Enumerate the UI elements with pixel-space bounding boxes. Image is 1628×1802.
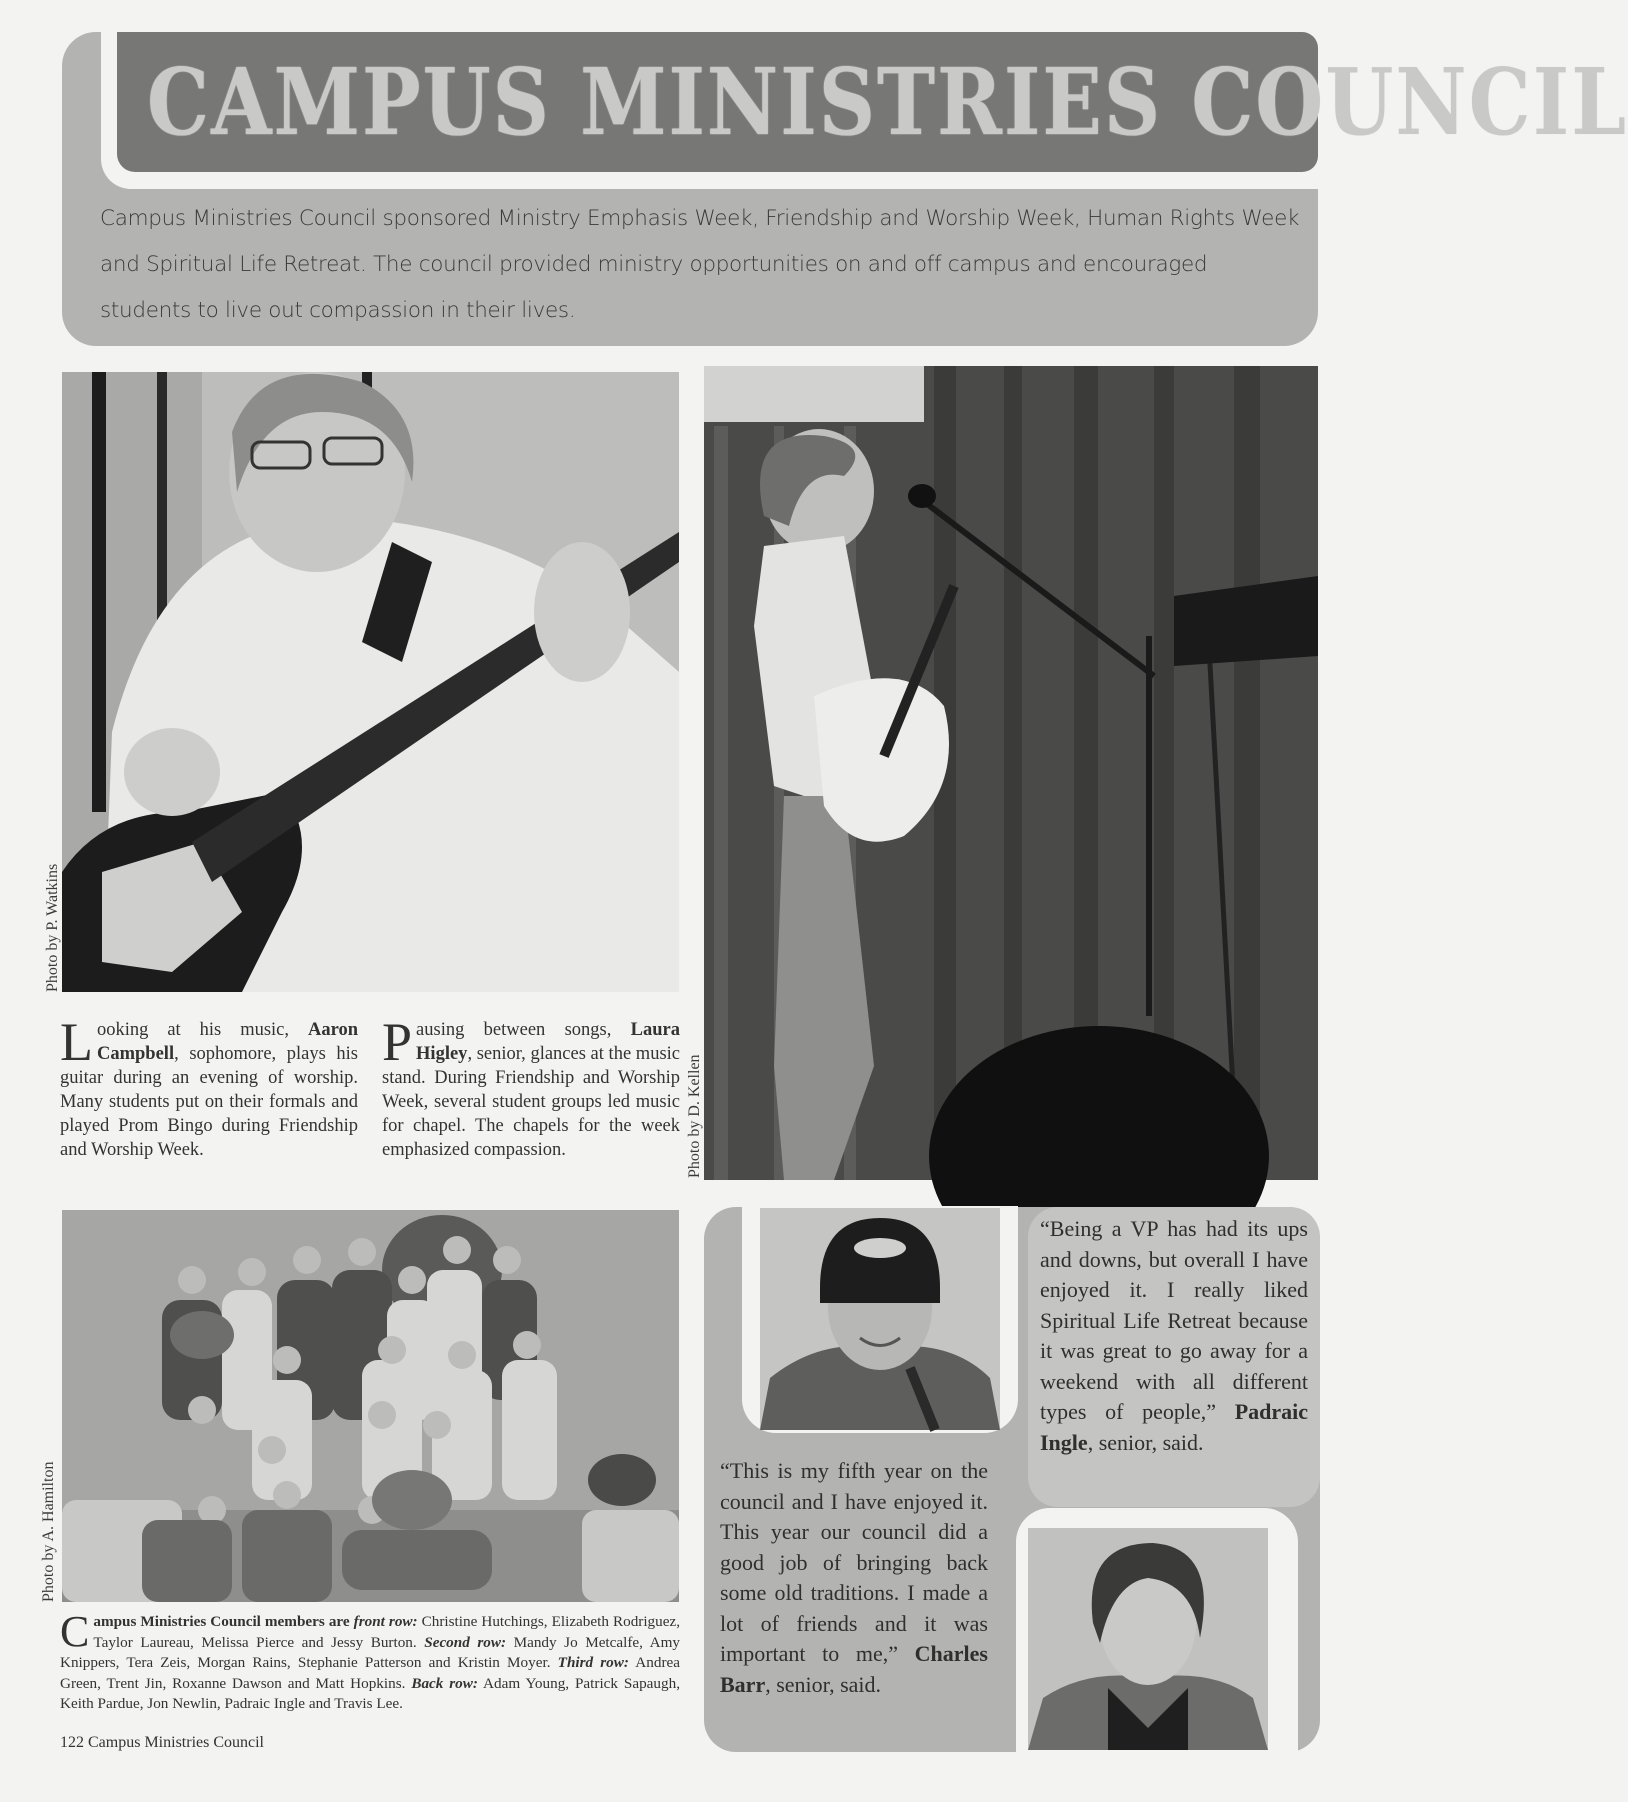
caption-lead: ausing between songs,	[416, 1020, 612, 1040]
quote-charles	[720, 1456, 988, 1700]
quote-name: Charles Barr	[720, 1641, 988, 1697]
quote-text: “This is my fifth year on the council and I have enjoyed it. This year our council did a good job of bringing back some old traditions. I made a lot of friends and it was important to me,”	[720, 1458, 988, 1666]
title-bar	[117, 32, 1628, 172]
row-label: Third row:	[557, 1654, 629, 1671]
intro-text: Campus Ministries Council sponsored Ministry Emphasis Week, Friendship and Worship Week, Human Rights Week and Spiritual Life Retreat. The council provided ministry opportunities on and off campus and encouraged students to live out compassion in their lives.	[100, 206, 1300, 323]
page-title: CAMPUS MINISTRIES COUNCIL	[147, 48, 1628, 156]
row-names: Christine Hutchings, Elizabeth Rodriguez, Taylor Laureau, Melissa Pierce and Jessy Burton.	[93, 1613, 681, 1651]
photo-singer	[704, 366, 1318, 1180]
photo-bass-player	[62, 372, 679, 992]
row-names: Andrea Green, Trent Jin, Roxanne Dawson and Matt Hopkins.	[60, 1654, 680, 1692]
photo-group	[62, 1210, 679, 1602]
quote-text: “Being a VP has had its ups and downs, but overall I have enjoyed it. I really liked Spiritual Life Retreat because it was great to go away for a weekend with all different types of people,”	[1040, 1216, 1308, 1424]
quote-suffix: , senior, said.	[1087, 1429, 1204, 1455]
caption-aaron	[60, 1012, 358, 1162]
quote-name: Padraic Ingle	[1040, 1399, 1309, 1455]
caption-lead: ampus Ministries Council members are	[93, 1613, 350, 1630]
photo-credit-group: Photo by A. Hamilton	[40, 1461, 57, 1602]
quote-padraic	[1040, 1214, 1308, 1458]
portrait-padraic-ingle	[1028, 1528, 1268, 1750]
caption-text: , sophomore, plays his guitar during an evening of worship. Many students put on their formals and played Prom Bingo during Friendship and Worship Week.	[60, 1044, 358, 1160]
row-names: Mandy Jo Metcalfe, Amy Knippers, Tera Zeis, Morgan Rains, Stephanie Patterson and Kristin Moyer.	[60, 1633, 681, 1671]
caption-name: Aaron Campbell	[97, 1020, 358, 1064]
caption-group	[60, 1607, 681, 1715]
caption-laura	[382, 1012, 680, 1162]
dropcap: L	[60, 1012, 93, 1072]
caption-text: , senior, glances at the music stand. During Friendship and Worship Week, several student groups led music for chapel. The chapels for the week emphasized compassion.	[382, 1044, 680, 1160]
page-folio: 122 Campus Ministries Council	[60, 1734, 264, 1751]
row-label: front row:	[353, 1613, 418, 1630]
row-label: Second row:	[424, 1633, 507, 1651]
caption-name: Laura Higley	[416, 1020, 680, 1064]
quote-suffix: , senior, said.	[765, 1671, 882, 1697]
photo-credit-bass: Photo by P. Watkins	[44, 863, 61, 992]
row-label: Back row:	[411, 1674, 478, 1692]
photo-credit-singer: Photo by D. Kellen	[686, 1054, 703, 1178]
dropcap: P	[382, 1012, 413, 1072]
dropcap: C	[60, 1607, 90, 1656]
row-names: Adam Young, Patrick Sapaugh, Keith Pardue, Jon Newlin, Padraic Ingle and Travis Lee.	[60, 1674, 681, 1712]
portrait-charles-barr	[760, 1208, 1000, 1430]
caption-lead: ooking at his music,	[97, 1020, 290, 1040]
